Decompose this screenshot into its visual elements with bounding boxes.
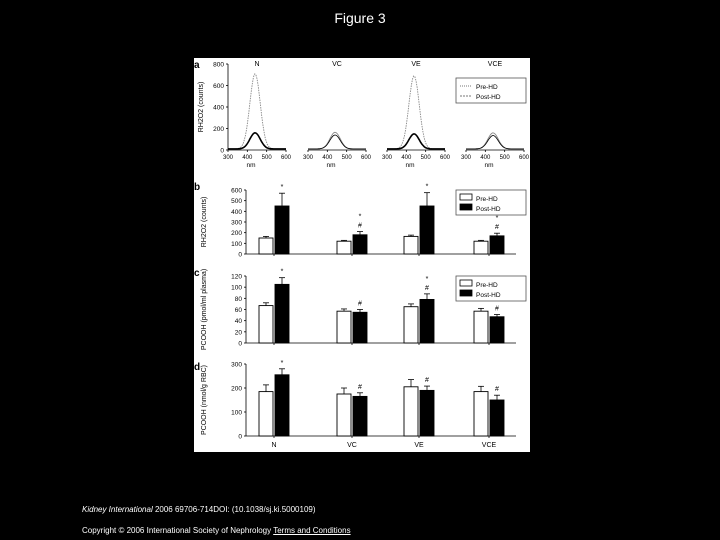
panel-b-significance-mark: # — [495, 224, 499, 232]
panel-a-xtick-label: 600 — [360, 155, 372, 161]
panel-a-xtick-label: 400 — [480, 155, 491, 161]
panel-d-category-label: VE — [414, 442, 424, 449]
panel-a-xtick-label: 300 — [302, 155, 314, 161]
panel-b-significance-mark: * — [425, 183, 429, 191]
legend-swatch-b-0 — [460, 194, 472, 200]
legend-label-a-0: Pre-HD — [476, 84, 498, 91]
panel-a-xtick-label: 300 — [460, 155, 472, 161]
legend-label-c-1: Post-HD — [476, 292, 501, 299]
panel-d-significance-mark: * — [280, 359, 284, 367]
panel-a-ylabel: RH2O2 (counts) — [198, 81, 205, 133]
panel-b-significance-mark: * — [495, 215, 499, 223]
panel-d-bar-pre — [474, 392, 488, 436]
panel-a-xtick-label: 600 — [280, 155, 292, 161]
panel-a-xtick-label: 400 — [242, 155, 253, 161]
panel-d-significance-mark: # — [358, 383, 362, 391]
panel-b-ytick-label: 400 — [231, 208, 242, 216]
panel-d-ytick-label: 300 — [231, 361, 242, 369]
panel-a-subplot-title-1: VC — [332, 61, 342, 68]
panel-b-ytick-label: 200 — [231, 230, 242, 238]
panel-d-bar-post — [420, 390, 434, 436]
panel-b-ytick-label: 600 — [231, 187, 242, 195]
panel-a-xlabel-2: nm — [405, 162, 415, 169]
panel-d-ylabel: PCOOH (nmol/g RBC) — [201, 364, 208, 436]
panel-d-significance-mark: # — [495, 386, 499, 394]
panel-a-xtick-label: 500 — [261, 155, 272, 161]
panel-c-significance-mark: * — [280, 268, 284, 276]
panel-a-xtick-label: 500 — [499, 155, 510, 161]
panel-c-bar-pre — [474, 311, 488, 343]
panel-d-ytick-label: 200 — [231, 385, 242, 393]
panel-c-significance-mark: # — [495, 305, 499, 313]
panel-d-bar-post — [490, 400, 504, 436]
panel-c-bar-post — [353, 312, 367, 343]
panel-label-c: c — [194, 268, 200, 279]
citation-details: 2006 69706-714DOI: (10.1038/sj.ki.5000109) — [152, 505, 316, 514]
slide-title: Figure 3 — [334, 10, 386, 26]
panel-c-ytick-label: 40 — [234, 318, 242, 326]
panel-a-xlabel-0: nm — [246, 162, 256, 169]
panel-a-xtick-label: 500 — [341, 155, 352, 161]
panel-label-a: a — [194, 60, 200, 71]
panel-b-bar-pre — [404, 236, 418, 254]
legend-swatch-c-1 — [460, 290, 472, 296]
panel-a-post-curve-3 — [466, 133, 524, 149]
panel-a-xtick-label: 600 — [518, 155, 530, 161]
panel-d-ytick-label: 0 — [238, 433, 242, 441]
panel-d-bar-post — [353, 396, 367, 436]
panel-d-bar-pre — [404, 387, 418, 436]
panel-b-bar-post — [420, 206, 434, 254]
figure-svg — [194, 58, 530, 452]
panel-d-bar-pre — [259, 392, 273, 436]
panel-a-pre-curve-0 — [228, 133, 286, 149]
panel-c-ytick-label: 100 — [231, 284, 242, 292]
panel-a-xtick-label: 300 — [381, 155, 393, 161]
panel-a-subplot-title-0: N — [254, 61, 260, 68]
panel-b-ytick-label: 500 — [231, 198, 242, 206]
panel-c-ytick-label: 0 — [238, 340, 242, 348]
panel-c-significance-mark: # — [425, 284, 429, 292]
panel-a-xtick-label: 400 — [322, 155, 333, 161]
panel-a-pre-curve-1 — [308, 135, 366, 149]
panel-d-significance-mark: # — [425, 377, 429, 385]
panel-c-ytick-label: 60 — [234, 307, 242, 314]
panel-c-bar-pre — [259, 306, 273, 343]
copyright-line — [82, 526, 351, 535]
panel-a-post-curve-0 — [228, 74, 286, 149]
panel-b-bar-post — [275, 206, 289, 254]
panel-b-bar-post — [490, 236, 504, 254]
panel-c-ylabel: PCOOH (pmol/ml plasma) — [201, 268, 208, 351]
panel-c-bar-post — [420, 299, 434, 343]
panel-b-significance-mark: * — [280, 184, 284, 192]
panel-c-significance-mark: * — [425, 275, 429, 283]
panel-a-xlabel-1: nm — [326, 162, 336, 169]
panel-label-b: b — [194, 182, 201, 193]
panel-c-bar-pre — [337, 311, 351, 343]
figure-image — [194, 58, 530, 452]
panel-b-bar-pre — [474, 241, 488, 254]
panel-b-ylabel: RH2O2 (counts) — [201, 196, 208, 248]
legend-label-b-0: Pre-HD — [476, 196, 498, 203]
panel-c-bar-post — [490, 317, 504, 343]
panel-c-ytick-label: 20 — [234, 329, 242, 337]
panel-a-subplot-title-3: VCE — [487, 61, 503, 68]
panel-a-post-curve-2 — [387, 76, 445, 149]
panel-label-d: d — [194, 362, 201, 373]
panel-a-ytick-label: 0 — [220, 147, 224, 155]
panel-b-ytick-label: 100 — [231, 240, 242, 248]
panel-c-ytick-label: 120 — [231, 273, 242, 281]
panel-b-bar-pre — [259, 238, 273, 254]
panel-d-bar-pre — [337, 394, 351, 436]
panel-a-xtick-label: 500 — [420, 155, 431, 161]
panel-c-significance-mark: # — [358, 300, 362, 308]
panel-b-ytick-label: 300 — [231, 219, 242, 227]
panel-a-xlabel-3: nm — [484, 162, 494, 169]
legend-label-c-0: Pre-HD — [476, 282, 498, 289]
panel-c-ytick-label: 80 — [234, 295, 242, 303]
panel-a-ytick-label: 400 — [213, 104, 224, 112]
panel-c-bar-pre — [404, 307, 418, 343]
panel-b-ytick-label: 0 — [238, 251, 242, 259]
panel-a-post-curve-1 — [308, 132, 366, 149]
panel-d-ytick-label: 100 — [231, 409, 242, 417]
legend-swatch-c-0 — [460, 280, 472, 286]
panel-d-category-label: VCE — [481, 442, 497, 449]
panel-d-bar-post — [275, 375, 289, 436]
terms-and-conditions-link[interactable]: Terms and Conditions — [273, 526, 351, 535]
panel-a-xtick-label: 600 — [439, 155, 451, 161]
panel-a-ytick-label: 200 — [213, 126, 224, 133]
panel-a-xtick-label: 400 — [401, 155, 412, 161]
panel-d-category-label: VC — [347, 442, 357, 449]
panel-a-subplot-title-2: VE — [411, 61, 421, 68]
legend-label-b-1: Post-HD — [476, 206, 501, 213]
panel-a-pre-curve-3 — [466, 136, 524, 149]
legend-swatch-b-1 — [460, 204, 472, 210]
panel-d-category-label: N — [271, 442, 277, 449]
citation-journal: Kidney International — [82, 505, 153, 514]
panel-c-bar-post — [275, 284, 289, 343]
panel-a-ytick-label: 800 — [213, 61, 224, 69]
panel-b-bar-post — [353, 235, 367, 254]
panel-b-significance-mark: * — [358, 213, 362, 221]
panel-a-ytick-label: 600 — [213, 83, 224, 90]
panel-a-xtick-label: 300 — [222, 155, 234, 161]
panel-b-significance-mark: # — [358, 222, 362, 230]
panel-a-pre-curve-2 — [387, 134, 445, 149]
citation-line — [82, 505, 316, 514]
panel-b-bar-pre — [337, 241, 351, 254]
legend-label-a-1: Post-HD — [476, 94, 501, 101]
copyright-text: Copyright © 2006 International Society of Nephrology — [82, 526, 274, 535]
